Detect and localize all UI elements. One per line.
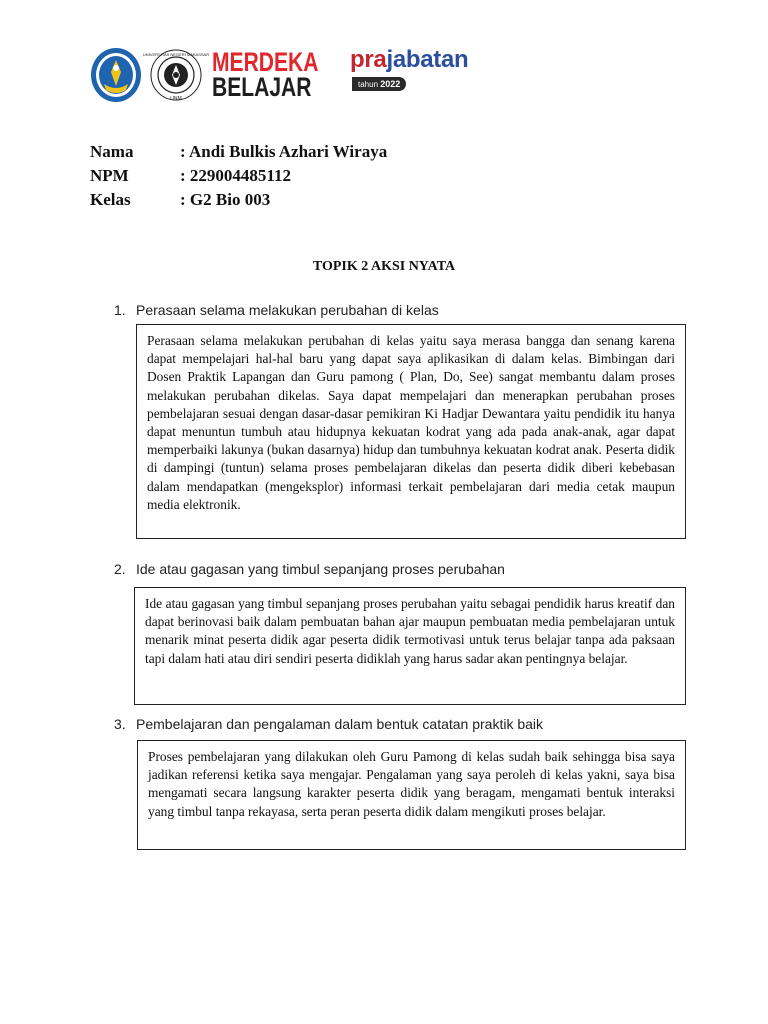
topic-title: TOPIK 2 AKSI NYATA xyxy=(312,259,456,274)
question-1 xyxy=(114,302,439,318)
name-label: Nama xyxy=(90,142,134,161)
student-info xyxy=(90,140,387,212)
kemdikbud-logo-icon xyxy=(90,46,142,104)
question-number: 3. xyxy=(114,716,126,732)
npm-label: NPM xyxy=(90,166,129,185)
year-value: 2022 xyxy=(380,79,401,89)
answer-box-1: Perasaan selama melakukan perubahan di kelas yaitu saya merasa bangga dan senang karena dapat mempelajari hal-hal baru yang dapat saya aplikasikan di dalam kelas. Bimbingan dari Dosen Praktik Lapangan dan Guru pamong ( Plan, Do, See) sangat membantu dalam proses melakukan perubahan dikelas. Saya dapat mempelajari dan menerapkan perubahan proses pembelajaran sesuai dengan dasar-dasar pemikiran Ki Hadjar Dewantara yaitu pendidik itu hanya dapat menuntun tumbuh atau hidupnya kekuatan kodrat yang ada pada anak-anak, agar dapat memperbaiki lakunya (bukan dasarnya) hidup dan tumbuhnya kekuatan kodrat anak. Peserta didik di dampingi (tuntun) selama proses pembelajaran dikelas dan peserta didik diberi kebebasan dalam mendapatkan (mengeksplor) informasi terkait pembelajaran dari media cetak maupun media elektronik. xyxy=(136,324,686,539)
question-number: 1. xyxy=(114,302,126,318)
svg-text:UNM: UNM xyxy=(170,96,182,102)
merdeka-text: MERDEKA xyxy=(212,47,319,78)
class-label: Kelas xyxy=(90,190,131,209)
class-value: : G2 Bio 003 xyxy=(180,190,271,209)
unm-logo-icon xyxy=(142,47,210,103)
name-value: : Andi Bulkis Azhari Wiraya xyxy=(180,142,388,161)
class-row xyxy=(90,188,387,212)
merdeka-belajar-logo xyxy=(212,47,340,102)
prajabatan-logo xyxy=(350,46,468,92)
year-label: tahun xyxy=(358,80,379,89)
prajabatan-brand xyxy=(350,46,468,74)
header-logos xyxy=(90,44,468,106)
brand-jabatan: jabatan xyxy=(386,46,469,73)
question-text: Ide atau gagasan yang timbul sepanjang proses perubahan xyxy=(136,561,505,577)
answer-box-2: Ide atau gagasan yang timbul sepanjang proses perubahan yaitu sebagai pendidik harus kreatif dan dapat berinovasi baik dalam pembuatan bahan ajar maupun pembuatan media pembelajaran untuk menarik minat peserta didik agar peserta didik termotivasi untuk terus belajar tanpa ada paksaan tapi dalam hati atau diri sendiri peserta didiklah yang harus sadar akan pentingnya belajar. xyxy=(134,587,686,705)
brand-pra: pra xyxy=(350,46,387,73)
npm-row xyxy=(90,164,387,188)
year-badge xyxy=(352,77,406,91)
answer-box-3: Proses pembelajaran yang dilakukan oleh Guru Pamong di kelas sudah baik sehingga bisa saya jadikan referensi ketika saya mengajar. Pengalaman yang saya peroleh di kelas yakni, saya bisa mengamati secara langsung karakter peserta didik yang beragam, mengamati bentuk interaksi yang timbul tanpa rekayasa, serta peran peserta didik dalam mengikuti proses belajar. xyxy=(137,740,686,850)
question-text: Pembelajaran dan pengalaman dalam bentuk catatan praktik baik xyxy=(136,716,544,732)
question-3 xyxy=(114,716,543,732)
question-text: Perasaan selama melakukan perubahan di kelas xyxy=(136,302,439,318)
belajar-text: BELAJAR xyxy=(212,72,312,102)
name-row xyxy=(90,140,387,164)
svg-text:UNIVERSITAS NEGERI MAKASSAR: UNIVERSITAS NEGERI MAKASSAR xyxy=(142,52,210,57)
npm-value: : 229004485112 xyxy=(180,166,291,185)
question-number: 2. xyxy=(114,561,126,577)
question-2 xyxy=(114,561,505,577)
